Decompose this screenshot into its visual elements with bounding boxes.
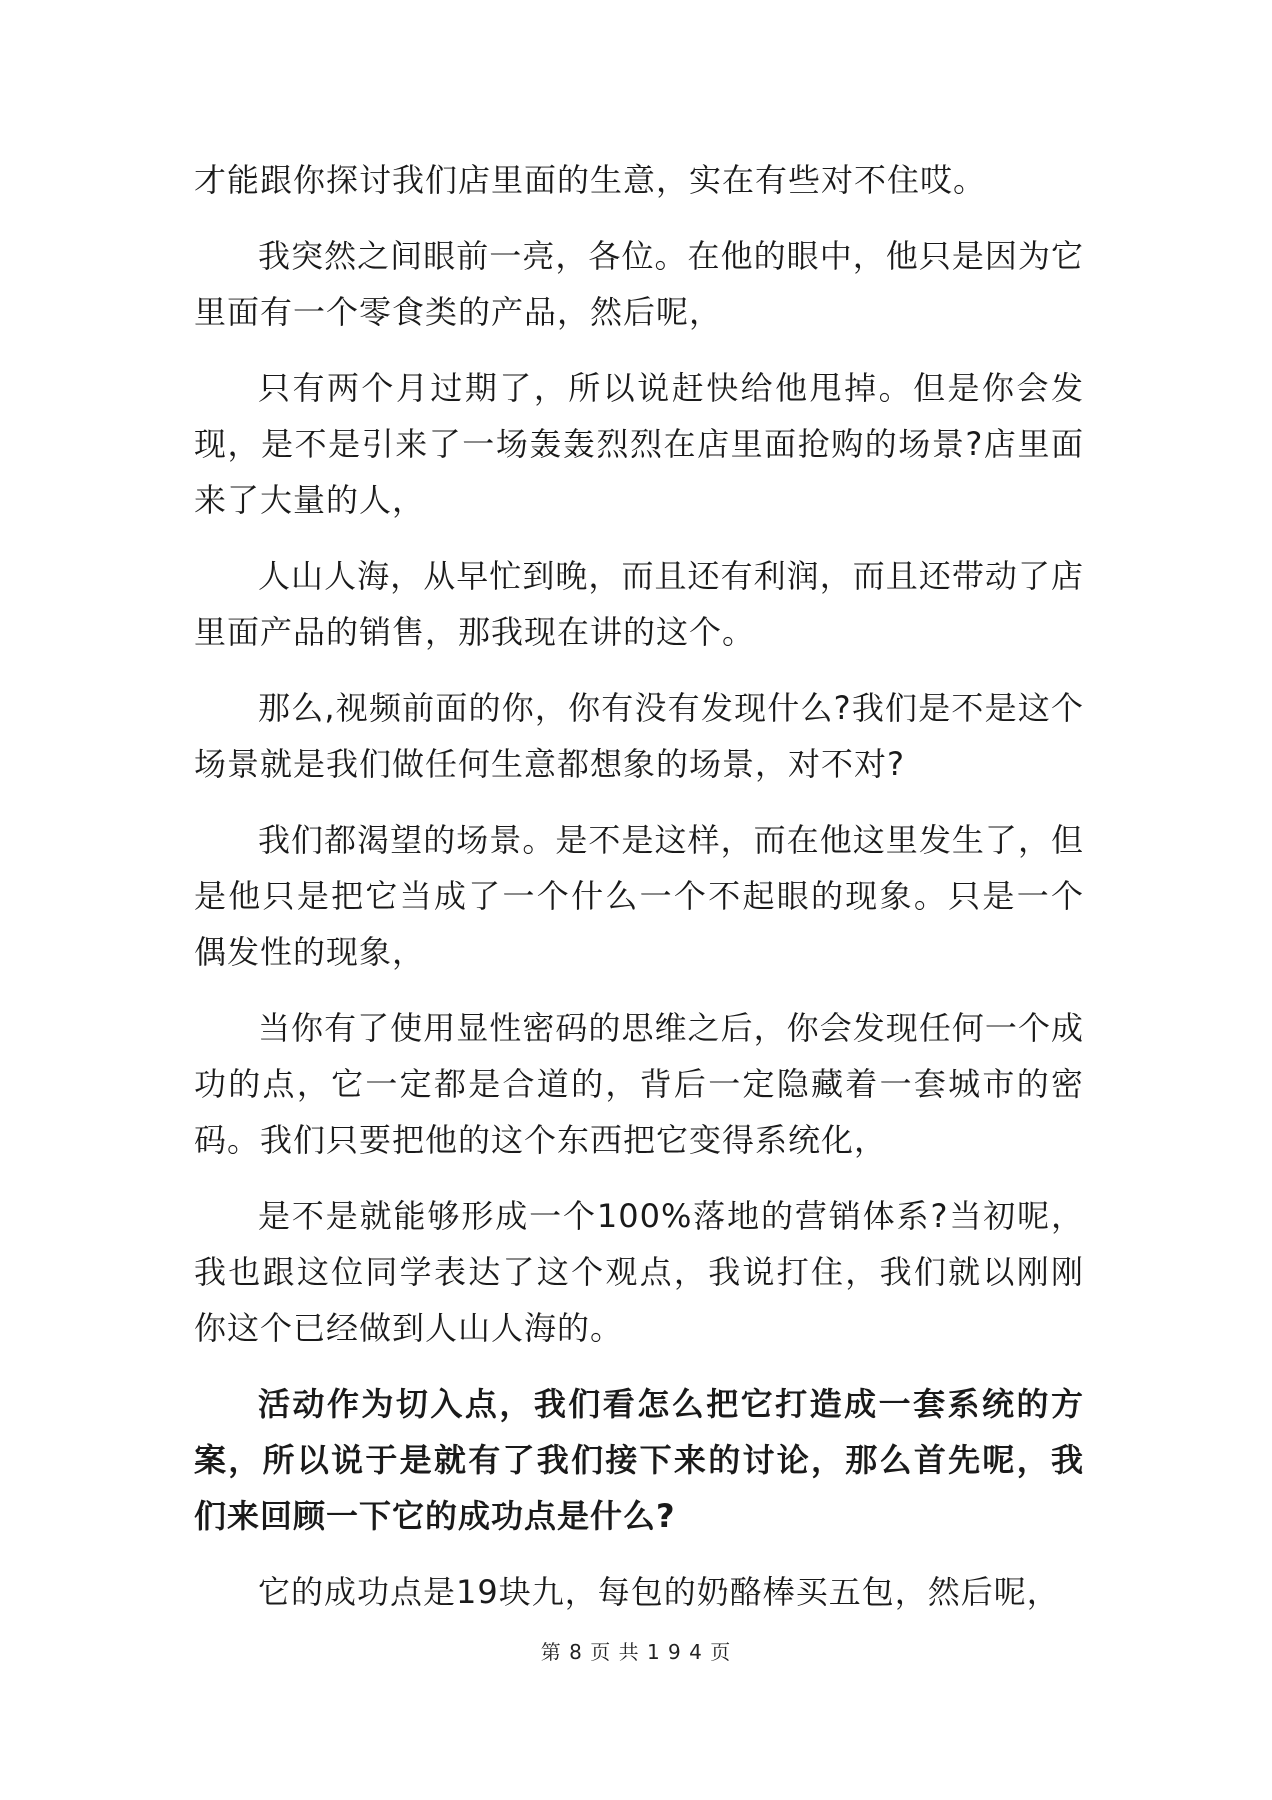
bold-paragraph: 活动作为切入点，我们看怎么把它打造成一套系统的方案，所以说于是就有了我们接下来的讨论，那么首先呢，我们来回顾一下它的成功点是什么? — [194, 1385, 1084, 1535]
paragraph: 是不是就能够形成一个100%落地的营销体系?当初呢，我也跟这位同学表达了这个观点，我说打住，我们就以刚刚你这个已经做到人山人海的。 — [194, 1197, 1084, 1347]
paragraph: 我突然之间眼前一亮，各位。在他的眼中，他只是因为它里面有一个零食类的产品，然后呢， — [194, 237, 1084, 331]
paragraph: 当你有了使用显性密码的思维之后，你会发现任何一个成功的点，它一定都是合道的，背后一定隐藏着一套城市的密码。我们只要把他的这个东西把它变得系统化， — [194, 1009, 1084, 1159]
page-number-footer: 第 8 页 共 1 9 4 页 — [540, 1640, 732, 1664]
paragraph: 人山人海，从早忙到晚，而且还有利润，而且还带动了店里面产品的销售，那我现在讲的这个。 — [194, 557, 1084, 651]
paragraph: 它的成功点是19块九，每包的奶酪棒买五包，然后呢， — [258, 1573, 1060, 1611]
document-body — [194, 152, 1084, 1640]
paragraph: 那么,视频前面的你，你有没有发现什么?我们是不是这个场景就是我们做任何生意都想象的场景，对不对? — [194, 689, 1084, 783]
paragraph: 才能跟你探讨我们店里面的生意，实在有些对不住哎。 — [194, 161, 987, 199]
paragraph: 我们都渴望的场景。是不是这样，而在他这里发生了，但是他只是把它当成了一个什么一个不起眼的现象。只是一个偶发性的现象， — [194, 821, 1084, 971]
paragraph: 只有两个月过期了，所以说赶快给他甩掉。但是你会发现，是不是引来了一场轰轰烈烈在店里面抢购的场景?店里面来了大量的人， — [194, 369, 1084, 519]
